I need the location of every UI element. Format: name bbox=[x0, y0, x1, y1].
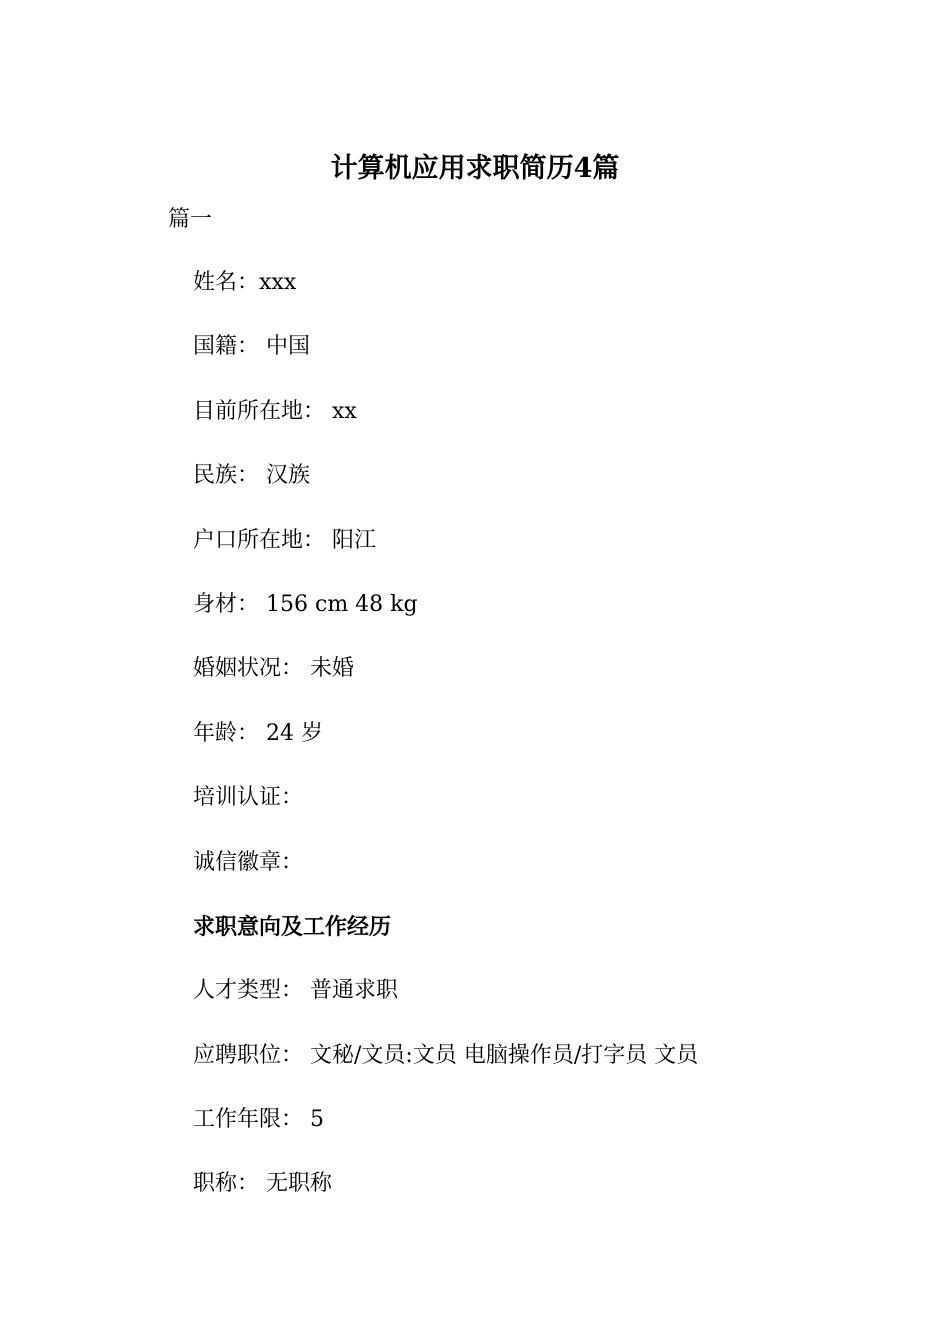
field-applied-position bbox=[193, 1040, 698, 1104]
field-value: 普通求职 bbox=[303, 978, 399, 1004]
field-value: 156 cm 48 kg bbox=[259, 591, 418, 617]
field-nationality bbox=[193, 331, 698, 395]
field-label: 身材： bbox=[193, 591, 260, 617]
field-label: 年龄： bbox=[193, 720, 260, 746]
field-ethnicity bbox=[193, 460, 698, 524]
field-label: 民族： bbox=[193, 463, 260, 489]
field-label: 培训认证： bbox=[193, 785, 304, 811]
section-label: 篇一 bbox=[168, 207, 213, 232]
field-marital-status bbox=[193, 653, 698, 717]
field-value: 无职称 bbox=[259, 1171, 333, 1197]
field-label: 姓名： bbox=[193, 270, 260, 295]
field-label: 目前所在地： bbox=[193, 398, 326, 424]
field-label: 婚姻状况： bbox=[193, 656, 304, 682]
field-value: 5 bbox=[303, 1107, 325, 1133]
field-value: xxx bbox=[259, 270, 297, 295]
resume-fields bbox=[193, 267, 698, 1233]
field-label: 人才类型： bbox=[193, 978, 304, 1004]
field-value: 中国 bbox=[259, 334, 311, 360]
field-label: 户口所在地： bbox=[193, 527, 326, 553]
field-label: 国籍： bbox=[193, 334, 260, 360]
field-label: 应聘职位： bbox=[193, 1042, 304, 1068]
field-value: 未婚 bbox=[303, 656, 355, 682]
field-age bbox=[193, 718, 698, 782]
field-label: 职称： bbox=[193, 1171, 260, 1197]
field-value: xx bbox=[325, 398, 357, 424]
field-talent-type bbox=[193, 975, 698, 1039]
field-professional-title bbox=[193, 1168, 698, 1232]
field-certification bbox=[193, 782, 698, 846]
field-integrity-badge bbox=[193, 847, 698, 911]
field-name bbox=[193, 267, 698, 331]
field-years-of-experience bbox=[193, 1104, 698, 1168]
field-label: 诚信徽章： bbox=[193, 849, 304, 875]
field-physique bbox=[193, 589, 698, 653]
field-value: 阳江 bbox=[325, 527, 377, 553]
field-value: 文秘/文员:文员 电脑操作员/打字员 文员 bbox=[303, 1042, 699, 1068]
document-title: 计算机应用求职简历4篇 bbox=[330, 153, 620, 184]
section-heading: 求职意向及工作经历 bbox=[193, 913, 392, 940]
field-household-registration bbox=[193, 525, 698, 589]
field-current-location bbox=[193, 396, 698, 460]
field-value: 24 岁 bbox=[259, 720, 323, 746]
field-label: 工作年限： bbox=[193, 1107, 304, 1133]
field-value: 汉族 bbox=[259, 463, 311, 489]
